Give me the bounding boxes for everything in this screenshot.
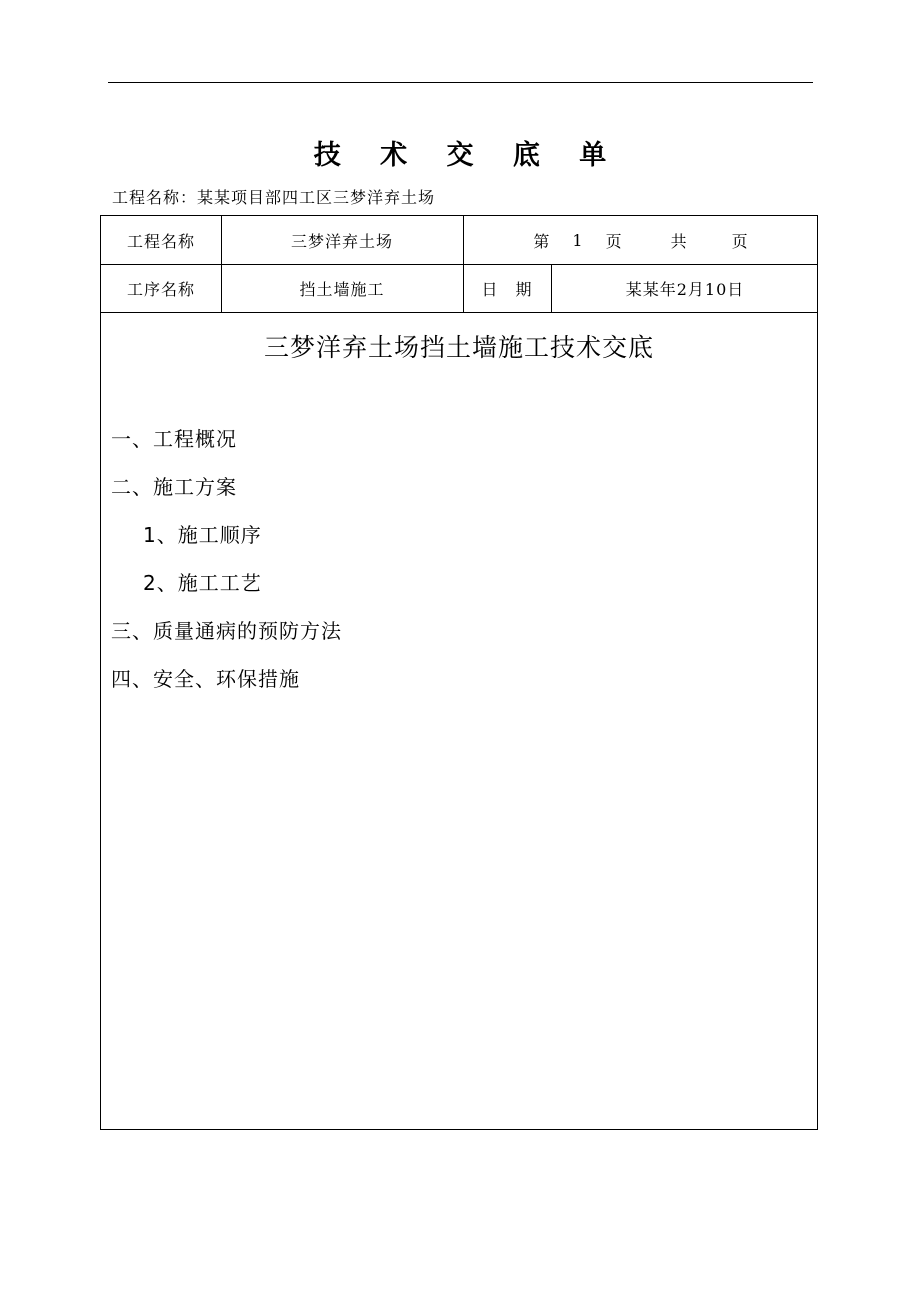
subsection-construction-process: 2、施工工艺: [143, 571, 262, 595]
content-title: 三梦洋弃土场挡土墙施工技术交底: [263, 333, 654, 362]
section-construction-plan: 二、施工方案: [111, 475, 237, 499]
page-info: [463, 216, 819, 264]
page-suffix: 页: [605, 231, 623, 251]
process-name-value: 挡土墙施工: [299, 279, 385, 299]
subsection-construction-sequence: 1、施工顺序: [143, 523, 262, 547]
section-project-overview: 一、工程概况: [111, 427, 237, 451]
page-prefix: 第: [533, 231, 551, 251]
disclosure-form: [100, 215, 818, 1130]
project-name-value: 三梦洋弃土场: [290, 231, 393, 251]
project-name-line: 工程名称：某某项目部四工区三梦洋弃土场: [112, 188, 436, 207]
section-quality-defect-prevention: 三、质量通病的预防方法: [111, 619, 342, 643]
page-number: 1: [572, 230, 584, 250]
date-value: 某某年2月10日: [625, 279, 745, 299]
row-divider-2: [101, 312, 817, 313]
section-safety-environmental-measures: 四、安全、环保措施: [111, 667, 300, 691]
total-suffix: 页: [731, 231, 749, 251]
project-name-label: 工程名称: [126, 231, 195, 251]
document-title: 技 术 交 底 单: [313, 140, 622, 171]
process-name-label: 工序名称: [126, 279, 195, 299]
date-label: 日 期: [481, 279, 533, 299]
header-rule: [108, 82, 813, 83]
total-prefix: 共: [670, 231, 688, 251]
